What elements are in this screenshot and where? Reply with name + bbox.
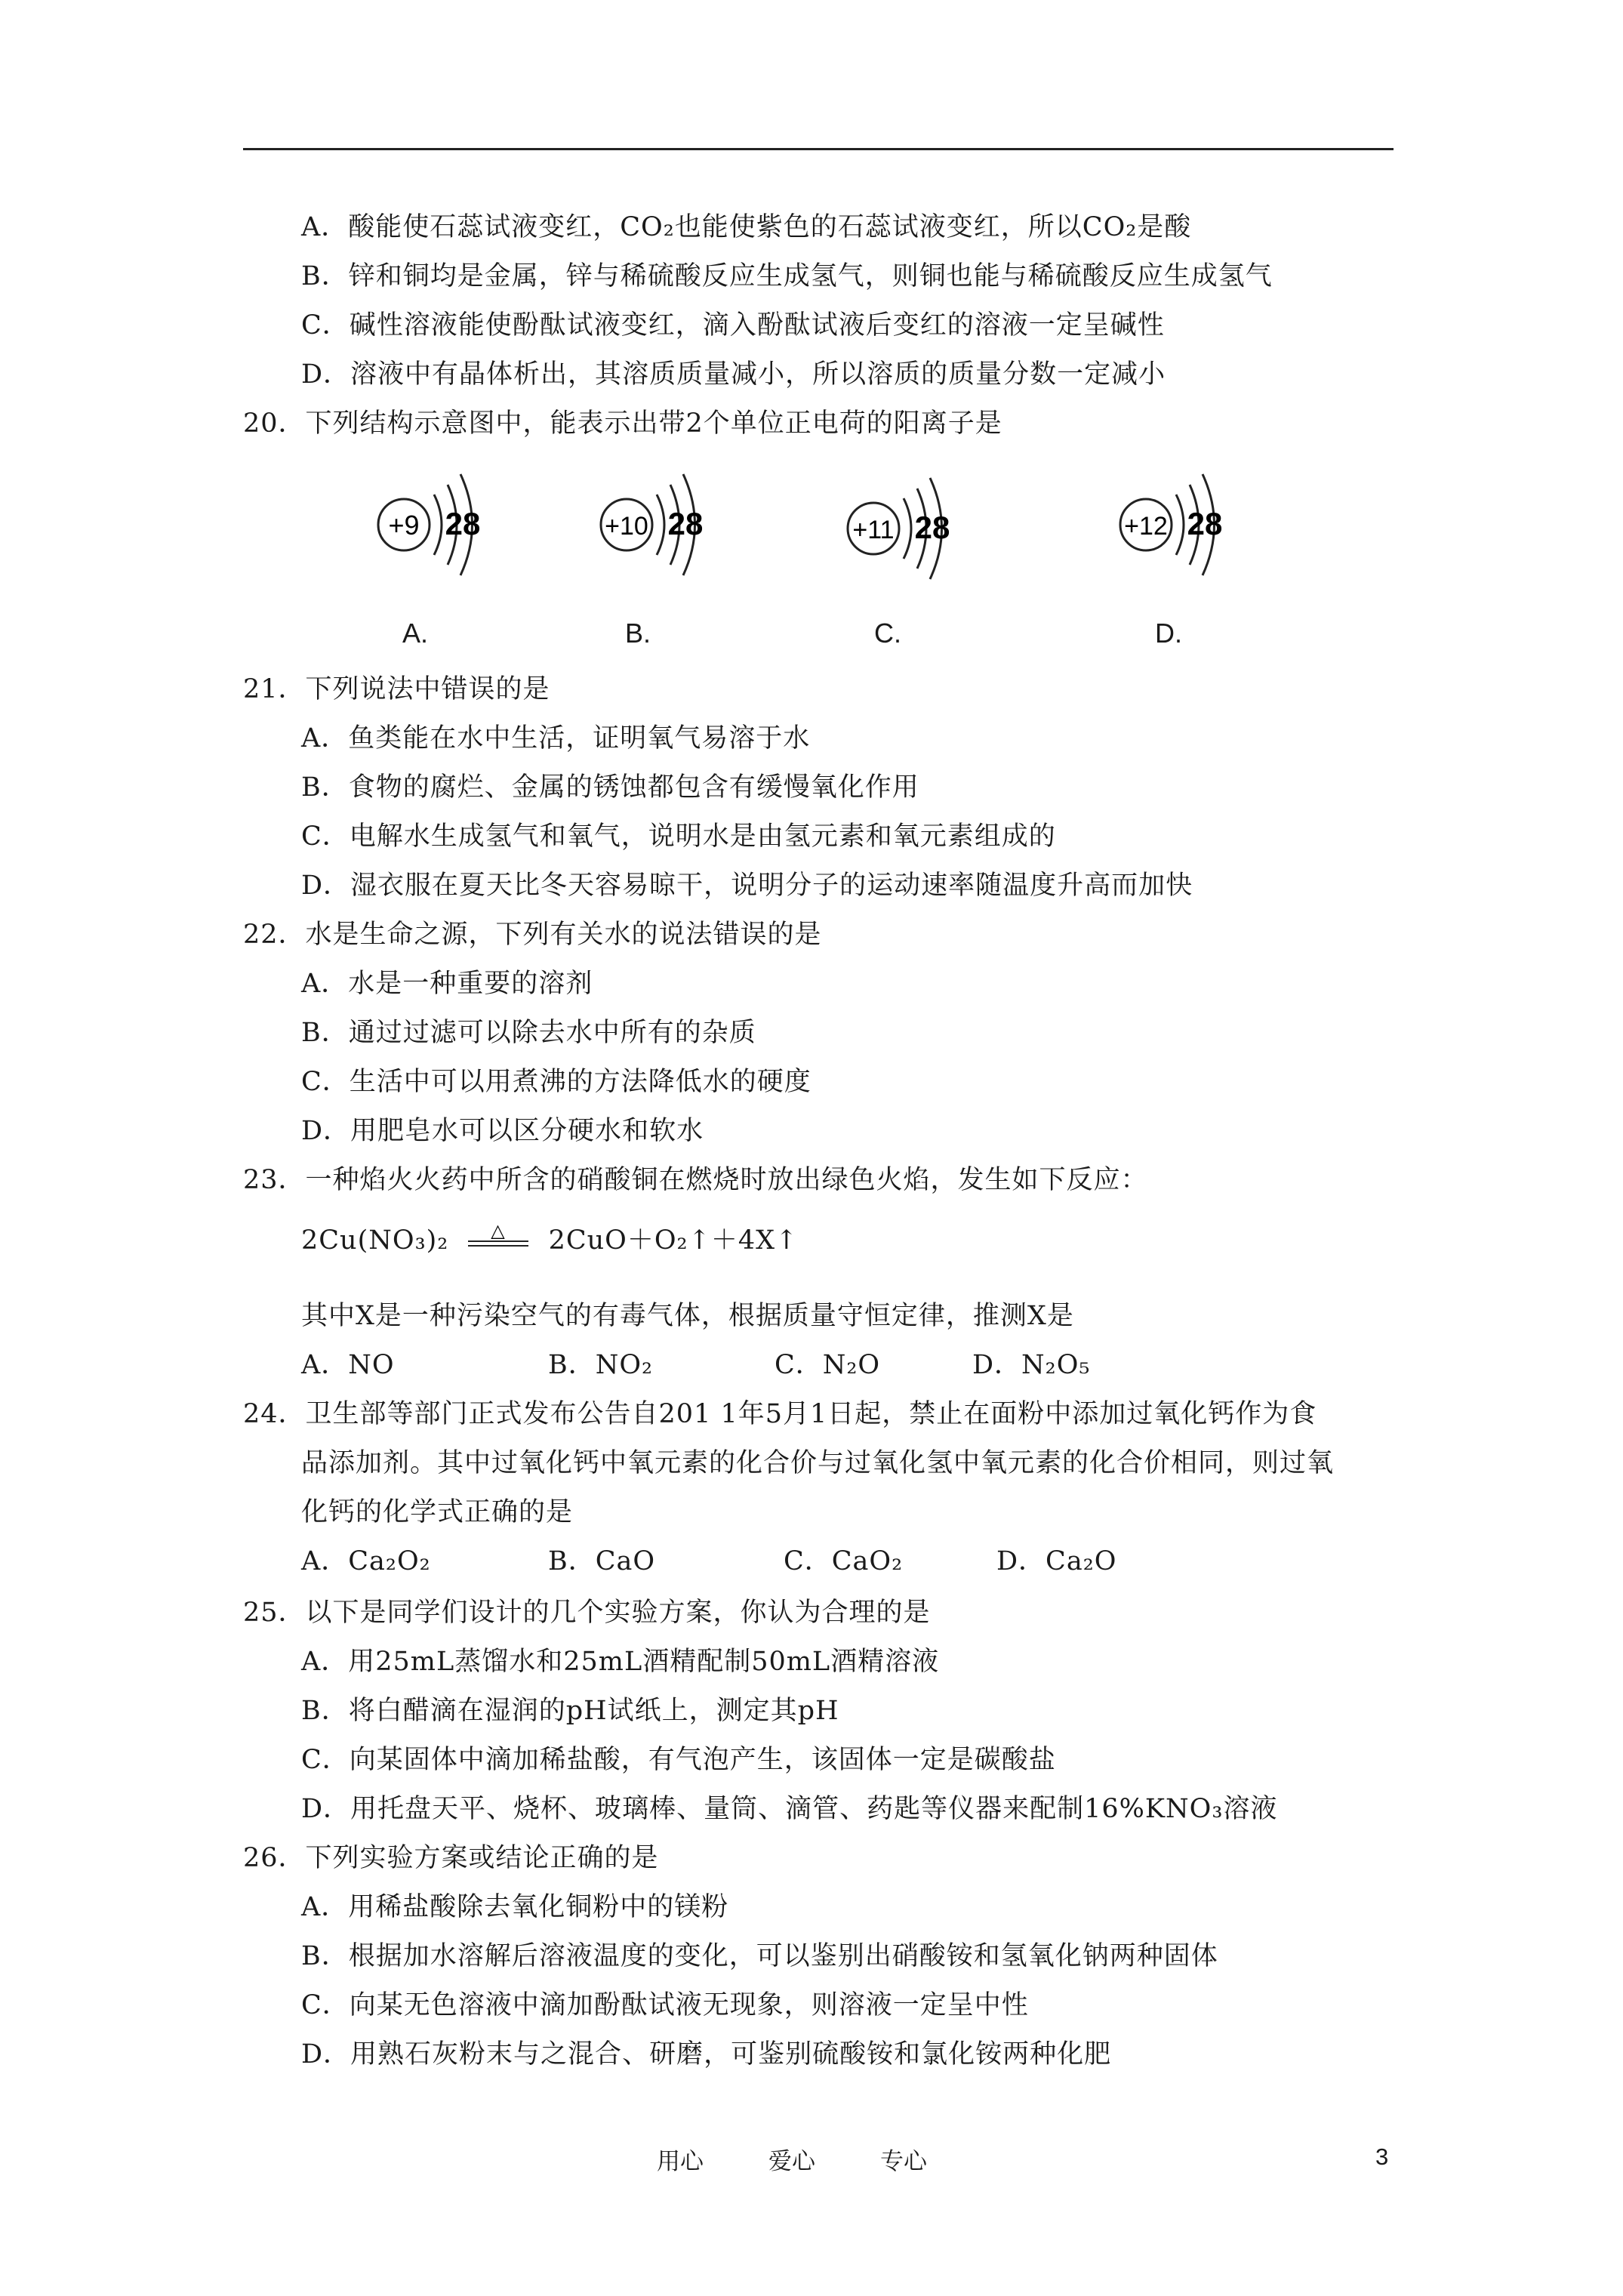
atom-label-d: D. bbox=[1155, 618, 1182, 649]
q22-option-a: A．水是一种重要的溶剂 bbox=[301, 969, 593, 999]
q24-option-c: C．CaO₂ bbox=[784, 1546, 904, 1576]
q25-option-b: B．将白醋滴在湿润的pH试纸上，测定其pH bbox=[301, 1696, 839, 1726]
q24-option-a: A．Ca₂O₂ bbox=[301, 1546, 431, 1576]
q20-stem: 20．下列结构示意图中，能表示出带2个单位正电荷的阳离子是 bbox=[243, 408, 1002, 439]
q22-option-c: C．生活中可以用煮沸的方法降低水的硬度 bbox=[301, 1067, 812, 1097]
header-rule bbox=[243, 148, 1394, 150]
nucleus-charge-b: +10 bbox=[605, 512, 648, 541]
q21-option-d: D．湿衣服在夏天比冬天容易晾干，说明分子的运动速率随温度升高而加快 bbox=[301, 871, 1193, 901]
equation-products: 2CuO＋O₂↑＋4X↑ bbox=[548, 1225, 799, 1256]
q26-option-a: A．用稀盐酸除去氧化铜粉中的镁粉 bbox=[301, 1892, 729, 1922]
equation-reactants: 2Cu(NO₃)₂ bbox=[301, 1225, 449, 1256]
heat-triangle: △ bbox=[491, 1225, 507, 1241]
q21-option-b: B．食物的腐烂、金属的锈蚀都包含有缓慢氧化作用 bbox=[301, 772, 919, 803]
q24-stem-line3: 化钙的化学式正确的是 bbox=[301, 1497, 574, 1527]
q24-option-d: D．Ca₂O bbox=[996, 1546, 1117, 1576]
heat-condition-arrow bbox=[463, 1225, 533, 1252]
q19-option-b: B．锌和铜均是金属，锌与稀硫酸反应生成氢气，则铜也能与稀硫酸反应生成氢气 bbox=[301, 261, 1273, 291]
q23-option-c: C．N₂O bbox=[775, 1350, 881, 1380]
q21-option-a: A．鱼类能在水中生活，证明氧气易溶于水 bbox=[301, 723, 811, 754]
q19-option-c: C．碱性溶液能使酚酞试液变红，滴入酚酞试液后变红的溶液一定呈碱性 bbox=[301, 310, 1165, 341]
atom-diagram-a bbox=[374, 468, 510, 581]
q23-option-b: B．NO₂ bbox=[548, 1350, 654, 1380]
q19-option-d: D．溶液中有晶体析出，其溶质质量减小，所以溶质的质量分数一定减小 bbox=[301, 359, 1166, 390]
q19-option-a: A．酸能使石蕊试液变红，CO₂也能使紫色的石蕊试液变红，所以CO₂是酸 bbox=[301, 212, 1192, 242]
q25-option-c: C．向某固体中滴加稀盐酸，有气泡产生，该固体一定是碳酸盐 bbox=[301, 1745, 1056, 1775]
q22-stem: 22．水是生命之源，下列有关水的说法错误的是 bbox=[243, 920, 822, 950]
q23-line2: 其中X是一种污染空气的有毒气体，根据质量守恒定律，推测X是 bbox=[301, 1301, 1074, 1331]
q21-stem: 21．下列说法中错误的是 bbox=[243, 674, 550, 704]
electron-shells-d: 28 bbox=[1187, 506, 1223, 541]
q23-equation bbox=[301, 1223, 798, 1258]
atom-diagram-d bbox=[1116, 468, 1252, 581]
q24-stem-line2: 品添加剂。其中过氧化钙中氧元素的化合价与过氧化氢中氧元素的化合价相同，则过氧 bbox=[301, 1448, 1335, 1478]
electron-shells-c: 28 bbox=[914, 510, 950, 545]
q25-option-a: A．用25mL蒸馏水和25mL酒精配制50mL酒精溶液 bbox=[301, 1647, 940, 1677]
nucleus-charge-d: +12 bbox=[1124, 512, 1168, 541]
q26-stem: 26．下列实验方案或结论正确的是 bbox=[243, 1843, 659, 1873]
nucleus-charge-c: +11 bbox=[852, 516, 895, 544]
atom-diagram-b bbox=[596, 468, 732, 581]
atom-label-a: A. bbox=[402, 618, 429, 649]
q21-option-c: C．电解水生成氢气和氧气，说明水是由氢元素和氧元素组成的 bbox=[301, 821, 1056, 852]
footer-word-1: 用心 bbox=[657, 2148, 704, 2174]
nucleus-charge-a: +9 bbox=[388, 510, 420, 541]
q22-option-b: B．通过过滤可以除去水中所有的杂质 bbox=[301, 1018, 756, 1048]
q26-option-b: B．根据加水溶解后溶液温度的变化，可以鉴别出硝酸铵和氢氧化钠两种固体 bbox=[301, 1941, 1218, 1971]
footer-word-3: 专心 bbox=[880, 2148, 927, 2174]
q26-option-c: C．向某无色溶液中滴加酚酞试液无现象，则溶液一定呈中性 bbox=[301, 1990, 1029, 2020]
q25-option-d: D．用托盘天平、烧杯、玻璃棒、量筒、滴管、药匙等仪器来配制16%KNO₃溶液 bbox=[301, 1794, 1278, 1824]
footer-word-2: 爱心 bbox=[768, 2148, 815, 2174]
q24-stem-line1: 24．卫生部等部门正式发布公告自201 1年5月1日起，禁止在面粉中添加过氧化钙作为食 bbox=[243, 1399, 1317, 1429]
q23-stem: 23．一种焰火火药中所含的硝酸铜在燃烧时放出绿色火焰，发生如下反应： bbox=[243, 1165, 1148, 1195]
q24-option-b: B．CaO bbox=[548, 1546, 656, 1576]
atom-diagram-c bbox=[843, 472, 979, 585]
q26-option-d: D．用熟石灰粉末与之混合、研磨，可鉴别硫酸铵和氯化铵两种化肥 bbox=[301, 2039, 1112, 2069]
page-number: 3 bbox=[1375, 2143, 1389, 2170]
q22-option-d: D．用肥皂水可以区分硬水和软水 bbox=[301, 1116, 704, 1146]
atom-label-b: B. bbox=[625, 618, 651, 649]
atom-label-c: C. bbox=[874, 618, 901, 649]
q23-option-a: A．NO bbox=[301, 1350, 395, 1380]
q23-option-d: D．N₂O₅ bbox=[972, 1350, 1091, 1380]
q25-stem: 25．以下是同学们设计的几个实验方案，你认为合理的是 bbox=[243, 1598, 931, 1628]
electron-shells-b: 28 bbox=[667, 506, 704, 541]
electron-shells-a: 28 bbox=[445, 506, 481, 541]
